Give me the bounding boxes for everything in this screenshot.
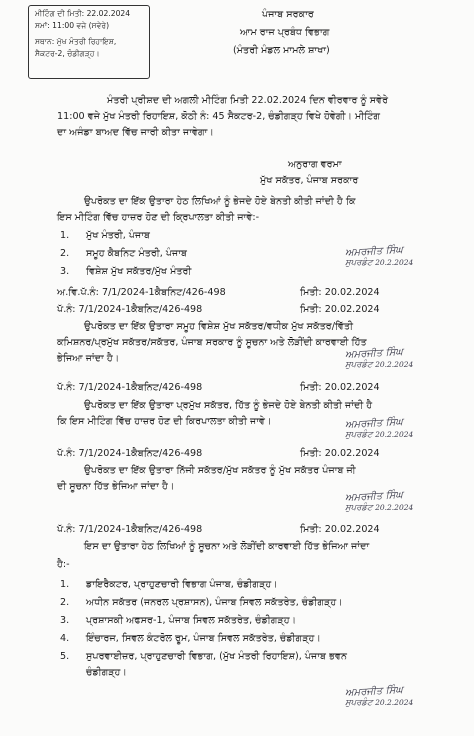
superintendent-signature <box>345 348 413 370</box>
copy5-item-text: ਡਾਇਰੈਕਟਰ, ਪ੍ਰਾਹੁਣਚਾਰੀ ਵਿਭਾਗ ਪੰਜਾਬ, ਚੰਡੀਗੜ੍ਹ। <box>86 579 278 590</box>
copy1-item-num: 1. <box>60 230 70 241</box>
reference-date: ਮਿਤੀ: 20.02.2024 <box>300 382 380 393</box>
header-government: ਪੰਜਾਬ ਸਰਕਾਰ <box>262 9 314 20</box>
copy5-item-text: ਇੰਚਾਰਜ, ਸਿਵਲ ਕੰਟਰੋਲ ਰੂਮ, ਪੰਜਾਬ ਸਿਵਲ ਸਕੱਤਰੇਤ, ਚੰਡੀਗੜ੍ਹ। <box>86 633 321 644</box>
copy5-item-text: ਚੰਡੀਗੜ੍ਹ। <box>86 667 127 678</box>
copy1-item-num: 3. <box>60 266 70 277</box>
signature-title: ਸੁਪਰਡੰਟ 20.2.2024 <box>345 360 414 370</box>
copy5-item-num: 4. <box>60 633 70 644</box>
copy2-line-3: ਭੇਜਿਆ ਜਾਂਦਾ ਹੈ। <box>57 353 120 364</box>
signature-name: ਅਮਰਜੀਤ ਸਿੰਘ <box>344 346 404 361</box>
meeting-details-box <box>28 5 150 79</box>
copy5-item-text: ਪ੍ਰਸ਼ਾਸਕੀ ਅਫਸਰ-1, ਪੰਜਾਬ ਸਿਵਲ ਸਕੱਤਰੇਤ, ਚੰਡੀਗੜ੍ਹ। <box>86 615 297 626</box>
copy5-line-2: ਹੈ:- <box>57 559 70 570</box>
signatory-name: ਅਨੁਰਾਗ ਵਰਮਾ <box>288 159 342 170</box>
signature-name: ਅਮਰਜੀਤ ਸਿੰਘ <box>344 416 404 431</box>
signature-name: ਅਮਰਜੀਤ ਸਿੰਘ <box>344 244 404 259</box>
copy5-item-num: 1. <box>60 579 70 590</box>
intro-line-2: 11:00 ਵਜੇ ਮੁੱਖ ਮੰਤਰੀ ਰਿਹਾਇਸ਼, ਕੋਠੀ ਨੰ: 45 ਸੈਕਟਰ-2, ਚੰਡੀਗੜ੍ਹ ਵਿਖੇ ਹੋਵੇਗੀ। ਮੀਟਿੰਗ <box>57 111 381 122</box>
copy1-item-text: ਸਮੂਹ ਕੈਬਨਿਟ ਮੰਤਰੀ, ਪੰਜਾਬ <box>86 248 188 259</box>
signature-title: ਸੁਪਰਡੰਟ 20.2.2024 <box>345 430 414 440</box>
copy1-item-num: 2. <box>60 248 70 259</box>
reference-number: ਪੱ.ਨੰ: 7/1/2024-1ਕੈਬਨਿਟ/426-498 <box>57 448 203 459</box>
reference-date: ਮਿਤੀ: 20.02.2024 <box>300 287 380 298</box>
signature-name: ਅਮਰਜੀਤ ਸਿੰਘ <box>344 684 404 699</box>
copy1-item-text: ਮੁੱਖ ਮੰਤਰੀ, ਪੰਜਾਬ <box>86 230 151 241</box>
copy5-item-text: ਸੁਪਰਵਾਈਜ਼ਰ, ਪ੍ਰਾਹੁਣਚਾਰੀ ਵਿਭਾਗ, (ਮੁੱਖ ਮੰਤਰੀ ਰਿਹਾਇਸ਼), ਪੰਜਾਬ ਭਵਨ <box>86 651 347 662</box>
superintendent-signature <box>345 246 413 268</box>
reference-date: ਮਿਤੀ: 20.02.2024 <box>300 304 380 315</box>
header-department: ਆਮ ਰਾਜ ਪ੍ਰਬੰਧ ਵਿਭਾਗ <box>240 27 330 38</box>
superintendent-signature <box>345 686 413 708</box>
copy5-item-num: 3. <box>60 615 70 626</box>
signature-title: ਸੁਪਰਡੰਟ 20.2.2024 <box>345 698 414 708</box>
header-branch: (ਮੰਤਰੀ ਮੰਡਲ ਮਾਮਲੇ ਸ਼ਾਖਾ) <box>233 45 330 56</box>
copy1-line-2: ਇਸ ਮੀਟਿੰਗ ਵਿੱਚ ਹਾਜ਼ਰ ਹੋਣ ਦੀ ਕ੍ਰਿਪਾਲਤਾ ਕੀਤੀ ਜਾਵੇ:- <box>57 212 260 223</box>
reference-number: ਪੱ.ਨੰ: 7/1/2024-1ਕੈਬਨਿਟ/426-498 <box>57 524 203 535</box>
copy2-line-1: ਉਪਰੋਕਤ ਦਾ ਇੱਕ ਉਤਾਰਾ ਸਮੂਹ ਵਿਸ਼ੇਸ਼ ਮੁੱਖ ਸਕੱਤਰ/ਵਧੀਕ ਮੁੱਖ ਸਕੱਤਰ/ਵਿੱਤੀ <box>84 321 354 332</box>
reference-date: ਮਿਤੀ: 20.02.2024 <box>300 448 380 459</box>
reference-number: ਪੱ.ਨੰ: 7/1/2024-1ਕੈਬਨਿਟ/426-498 <box>57 304 203 315</box>
meeting-date: ਮੀਟਿੰਗ ਦੀ ਮਿਤੀ: 22.02.2024 <box>35 9 131 18</box>
reference-number: ਅ.ਵਿ.ਪੱ.ਨੰ: 7/1/2024-1ਕੈਬਨਿਟ/426-498 <box>57 287 226 298</box>
superintendent-signature <box>345 491 413 513</box>
copy3-line-1: ਉਪਰੋਕਤ ਦਾ ਇੱਕ ਉਤਾਰਾ ਪ੍ਰਮੁੱਖ ਸਕੱਤਰ, ਹਿੱਤ ਨੂੰ ਭੇਜਦੇ ਹੋਏ ਬੇਨਤੀ ਕੀਤੀ ਜਾਂਦੀ ਹੈ <box>84 400 373 411</box>
copy1-item-text: ਵਿਸ਼ੇਸ਼ ਮੁੱਖ ਸਕੱਤਰ/ਮੁੱਖ ਮੰਤਰੀ <box>86 266 192 277</box>
copy5-item-text: ਅਧੀਨ ਸਕੱਤਰ (ਜਨਰਲ ਪ੍ਰਸ਼ਾਸਨ), ਪੰਜਾਬ ਸਿਵਲ ਸਕੱਤਰੇਤ, ਚੰਡੀਗੜ੍ਹ। <box>86 597 343 608</box>
copy4-line-1: ਉਪਰੋਕਤ ਦਾ ਇੱਕ ਉਤਾਰਾ ਨਿੱਜੀ ਸਕੱਤਰ/ਮੁੱਖ ਸਕੱਤਰ ਨੂੰ ਮੁੱਖ ਸਕੱਤਰ ਪੰਜਾਬ ਜੀ <box>84 465 356 476</box>
signatory-title: ਮੁੱਖ ਸਕੱਤਰ, ਪੰਜਾਬ ਸਰਕਾਰ <box>260 175 359 186</box>
meeting-place-sector: ਸੈਕਟਰ-2, ਚੰਡੀਗੜ੍ਹ। <box>35 49 100 58</box>
intro-line-1: ਮੰਤਰੀ ਪ੍ਰੀਸ਼ਦ ਦੀ ਅਗਲੀ ਮੀਟਿੰਗ ਮਿਤੀ 22.02.2024 ਦਿਨ ਵੀਰਵਾਰ ਨੂੰ ਸਵੇਰੇ <box>107 95 389 106</box>
copy5-item-num: 5. <box>60 651 70 662</box>
reference-date: ਮਿਤੀ: 20.02.2024 <box>300 524 380 535</box>
meeting-time: ਸਮਾਂ: 11:00 ਵਜੇ (ਸਵੇਰੇ) <box>35 21 110 30</box>
signature-name: ਅਮਰਜੀਤ ਸਿੰਘ <box>344 489 404 504</box>
copy2-line-2: ਕਮਿਸ਼ਨਰ/ਪ੍ਰਮੁੱਖ ਸਕੱਤਰ/ਸਕੱਤਰ, ਪੰਜਾਬ ਸਰਕਾਰ ਨੂੰ ਸੂਚਨਾ ਅਤੇ ਲੋੜੀਂਦੀ ਕਾਰਵਾਈ ਹਿੱਤ <box>57 337 367 348</box>
signature-title: ਸੁਪਰਡੰਟ 20.2.2024 <box>345 503 414 513</box>
copy4-line-2: ਦੀ ਸੂਚਨਾ ਹਿੱਤ ਭੇਜਿਆ ਜਾਂਦਾ ਹੈ। <box>57 481 175 492</box>
copy5-item-num: 2. <box>60 597 70 608</box>
intro-line-3: ਦਾ ਅਜੰਡਾ ਬਾਅਦ ਵਿੱਚ ਜਾਰੀ ਕੀਤਾ ਜਾਵੇਗਾ। <box>57 127 214 138</box>
signature-title: ਸੁਪਰਡੰਟ 20.2.2024 <box>345 258 414 268</box>
meeting-place: ਸਥਾਨ: ਮੁੱਖ ਮੰਤਰੀ ਰਿਹਾਇਸ਼, <box>35 37 117 46</box>
reference-number: ਪੱ.ਨੰ: 7/1/2024-1ਕੈਬਨਿਟ/426-498 <box>57 382 203 393</box>
copy3-line-2: ਕਿ ਇਸ ਮੀਟਿੰਗ ਵਿੱਚ ਹਾਜ਼ਰ ਹੋਣ ਦੀ ਕਿਰਪਾਲਤਾ ਕੀਤੀ ਜਾਵੇ। <box>57 416 272 427</box>
copy5-line-1: ਇਸ ਦਾ ਉਤਾਰਾ ਹੇਠ ਲਿਖਿਆਂ ਨੂੰ ਸੂਚਨਾ ਅਤੇ ਲੋੜੀਂਦੀ ਕਾਰਵਾਈ ਹਿੱਤ ਭੇਜਿਆ ਜਾਂਦਾ <box>84 541 370 552</box>
copy1-line-1: ਉਪਰੋਕਤ ਦਾ ਇੱਕ ਉਤਾਰਾ ਹੇਠ ਲਿਖਿਆਂ ਨੂੰ ਭੇਜਦੇ ਹੋਏ ਬੇਨਤੀ ਕੀਤੀ ਜਾਂਦੀ ਹੈ ਕਿ <box>84 196 356 207</box>
superintendent-signature <box>345 418 413 440</box>
